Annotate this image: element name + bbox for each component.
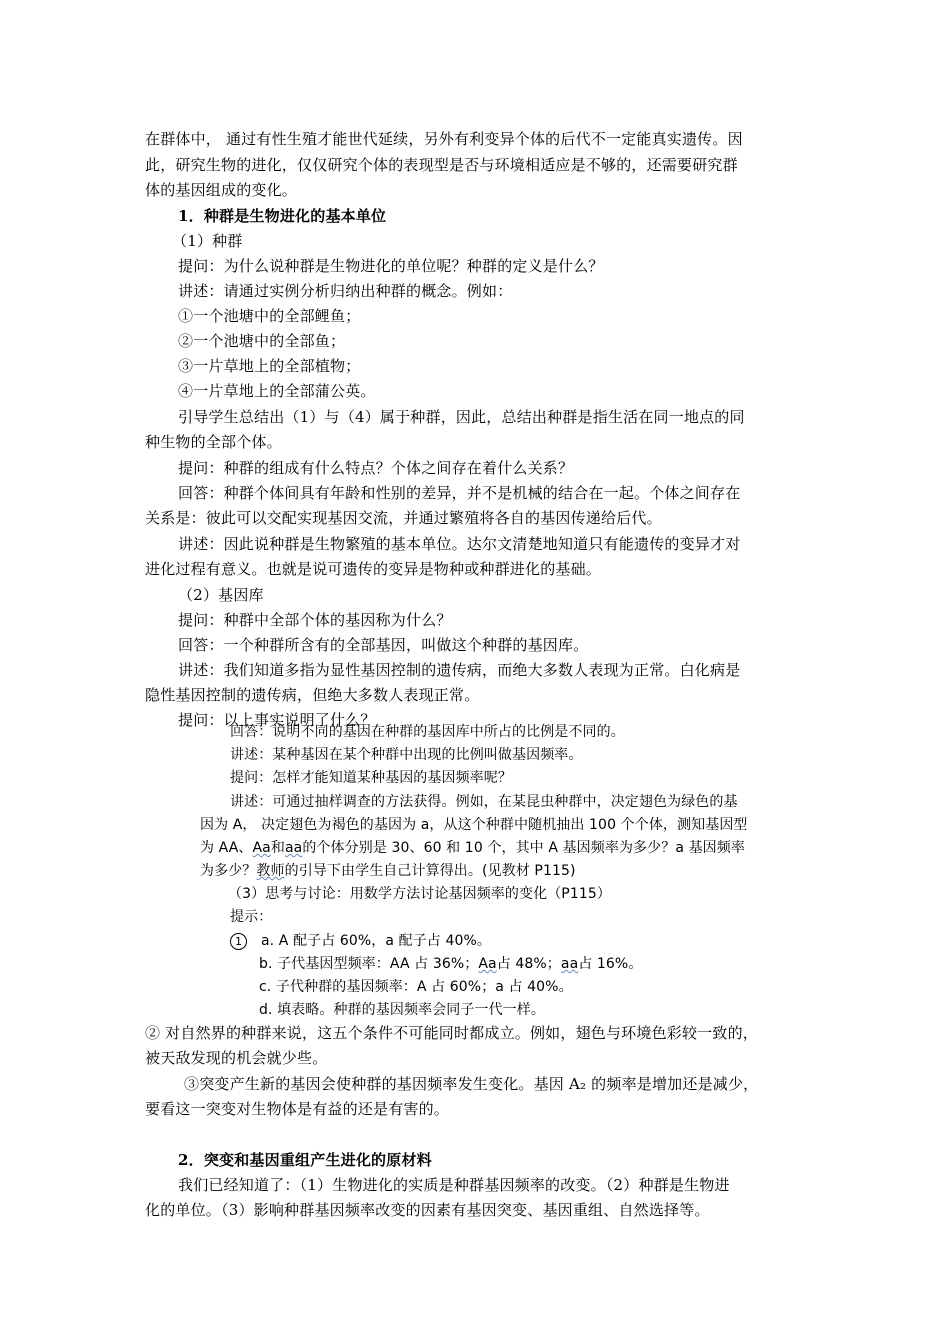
- question-line: 提问：怎样才能知道某种基因的基因频率呢？: [230, 770, 512, 786]
- paragraph-line: 种生物的全部个体。: [145, 433, 282, 451]
- paragraph-line: 要看这一突变对生物体是有益的还是有害的。: [145, 1100, 450, 1118]
- paragraph-line: 我们已经知道了：（1）生物进化的实质是种群基因频率的改变。（2）种群是生物进: [178, 1176, 730, 1194]
- text-span: a. A 配子占 60%，a 配子占 40%。: [261, 933, 491, 949]
- underlined-term: Aa: [252, 840, 271, 856]
- section-heading: 2．突变和基因重组产生进化的原材料: [178, 1151, 432, 1169]
- lecture-line: 讲述：因此说种群是生物繁殖的基本单位。达尔文清楚地知道只有能遗传的变异才对: [178, 535, 741, 553]
- text-span: 的个体分别是 30、60 和 10 个，其中 A 基因频率为多少？a 基因频率: [302, 840, 745, 856]
- answer-line: 回答：说明不同的基因在种群的基因库中所占的比例是不同的。: [230, 724, 625, 740]
- text-span: 和: [270, 840, 285, 856]
- underlined-term: Aa: [478, 956, 497, 972]
- section-heading: 1．种群是生物进化的基本单位: [178, 207, 387, 225]
- text-span: 为多少？: [200, 863, 257, 879]
- text-span: b. 子代基因型频率：AA 占 36%；: [259, 956, 479, 972]
- example-item: ①一个池塘中的全部鲤鱼；: [178, 307, 361, 325]
- paragraph-line: ③突变产生新的基因会使种群的基因频率发生变化。基因 A₂ 的频率是增加还是减少，: [184, 1075, 759, 1093]
- question-line: 提问：种群的组成有什么特点？个体之间存在着什么关系？: [178, 459, 574, 477]
- subsection-heading: （3）思考与讨论：用数学方法讨论基因频率的变化（P115）: [228, 886, 611, 902]
- lecture-line: 讲述：可通过抽样调查的方法获得。例如，在某昆虫种群中，决定翅色为绿色的基: [230, 794, 738, 810]
- question-line: 提问：种群中全部个体的基因称为什么？: [178, 611, 452, 629]
- underlined-term: 教师: [256, 863, 285, 879]
- answer-line: 关系是：彼此可以交配实现基因交流，并通过繁殖将各自的基因传递给后代。: [145, 509, 662, 527]
- subsection-heading: （2）基因库: [178, 586, 264, 604]
- paragraph-line: 在群体中， 通过有性生殖才能世代延续，另外有利变异个体的后代不一定能真实遗传。因: [145, 130, 743, 148]
- example-item: ③一片草地上的全部植物；: [178, 357, 361, 375]
- answer-line: 回答：种群个体间具有年龄和性别的差异，并不是机械的结合在一起。个体之间存在: [178, 484, 741, 502]
- text-span: 占 16%。: [578, 956, 643, 972]
- question-line: 提问：为什么说种群是生物进化的单位呢？种群的定义是什么？: [178, 257, 604, 275]
- hint-item: d. 填表略。种群的基因频率会同子一代一样。: [259, 1002, 545, 1018]
- underlined-term: aa: [284, 840, 303, 856]
- paragraph-line: 被天敌发现的机会就少些。: [145, 1049, 328, 1067]
- paragraph-line: ② 对自然界的种群来说，这五个条件不可能同时都成立。例如，翅色与环境色彩较一致的，: [145, 1024, 758, 1042]
- answer-line: 回答：一个种群所含有的全部基因，叫做这个种群的基因库。: [178, 636, 589, 654]
- lecture-line: 讲述：某种基因在某个种群中出现的比例叫做基因频率。: [230, 747, 583, 763]
- paragraph-line: 引导学生总结出（1）与（4）属于种群，因此，总结出种群是指生活在同一地点的同: [178, 408, 745, 426]
- text-span: 的引导下由学生自己计算得出。(见教材 P115): [284, 863, 576, 879]
- paragraph-line: 化的单位。（3）影响种群基因频率改变的因素有基因突变、基因重组、自然选择等。: [145, 1201, 710, 1219]
- hint-label: 提示：: [230, 909, 273, 925]
- hint-item: c. 子代种群的基因频率：A 占 60%；a 占 40%。: [259, 979, 573, 995]
- circled-number-icon: 1: [230, 933, 247, 950]
- lecture-line: 隐性基因控制的遗传病，但绝大多数人表现正常。: [145, 686, 480, 704]
- underlined-term: aa: [560, 956, 579, 972]
- paragraph-line: 体的基因组成的变化。: [145, 181, 298, 199]
- text-span: 占 48%；: [496, 956, 561, 972]
- lecture-line: 进化过程有意义。也就是说可遗传的变异是物种或种群进化的基础。: [145, 560, 602, 578]
- example-item: ②一个池塘中的全部鱼；: [178, 332, 346, 350]
- text-span: 为 AA、: [200, 840, 253, 856]
- question-line: 提问：以上事实说明了什么？: [178, 711, 376, 729]
- lecture-line: 因为 A， 决定翅色为褐色的基因为 a，从这个种群中随机抽出 100 个个体，测知基因型: [200, 817, 748, 833]
- paragraph-line: 此，研究生物的进化，仅仅研究个体的表现型是否与环境相适应是不够的，还需要研究群: [145, 156, 738, 174]
- lecture-line: 讲述：我们知道多指为显性基因控制的遗传病，而绝大多数人表现为正常。白化病是: [178, 661, 741, 679]
- example-item: ④一片草地上的全部蒲公英。: [178, 382, 376, 400]
- lecture-line: 讲述：请通过实例分析归纳出种群的概念。例如：: [178, 282, 513, 300]
- subsection-heading: （1）种群: [172, 232, 243, 250]
